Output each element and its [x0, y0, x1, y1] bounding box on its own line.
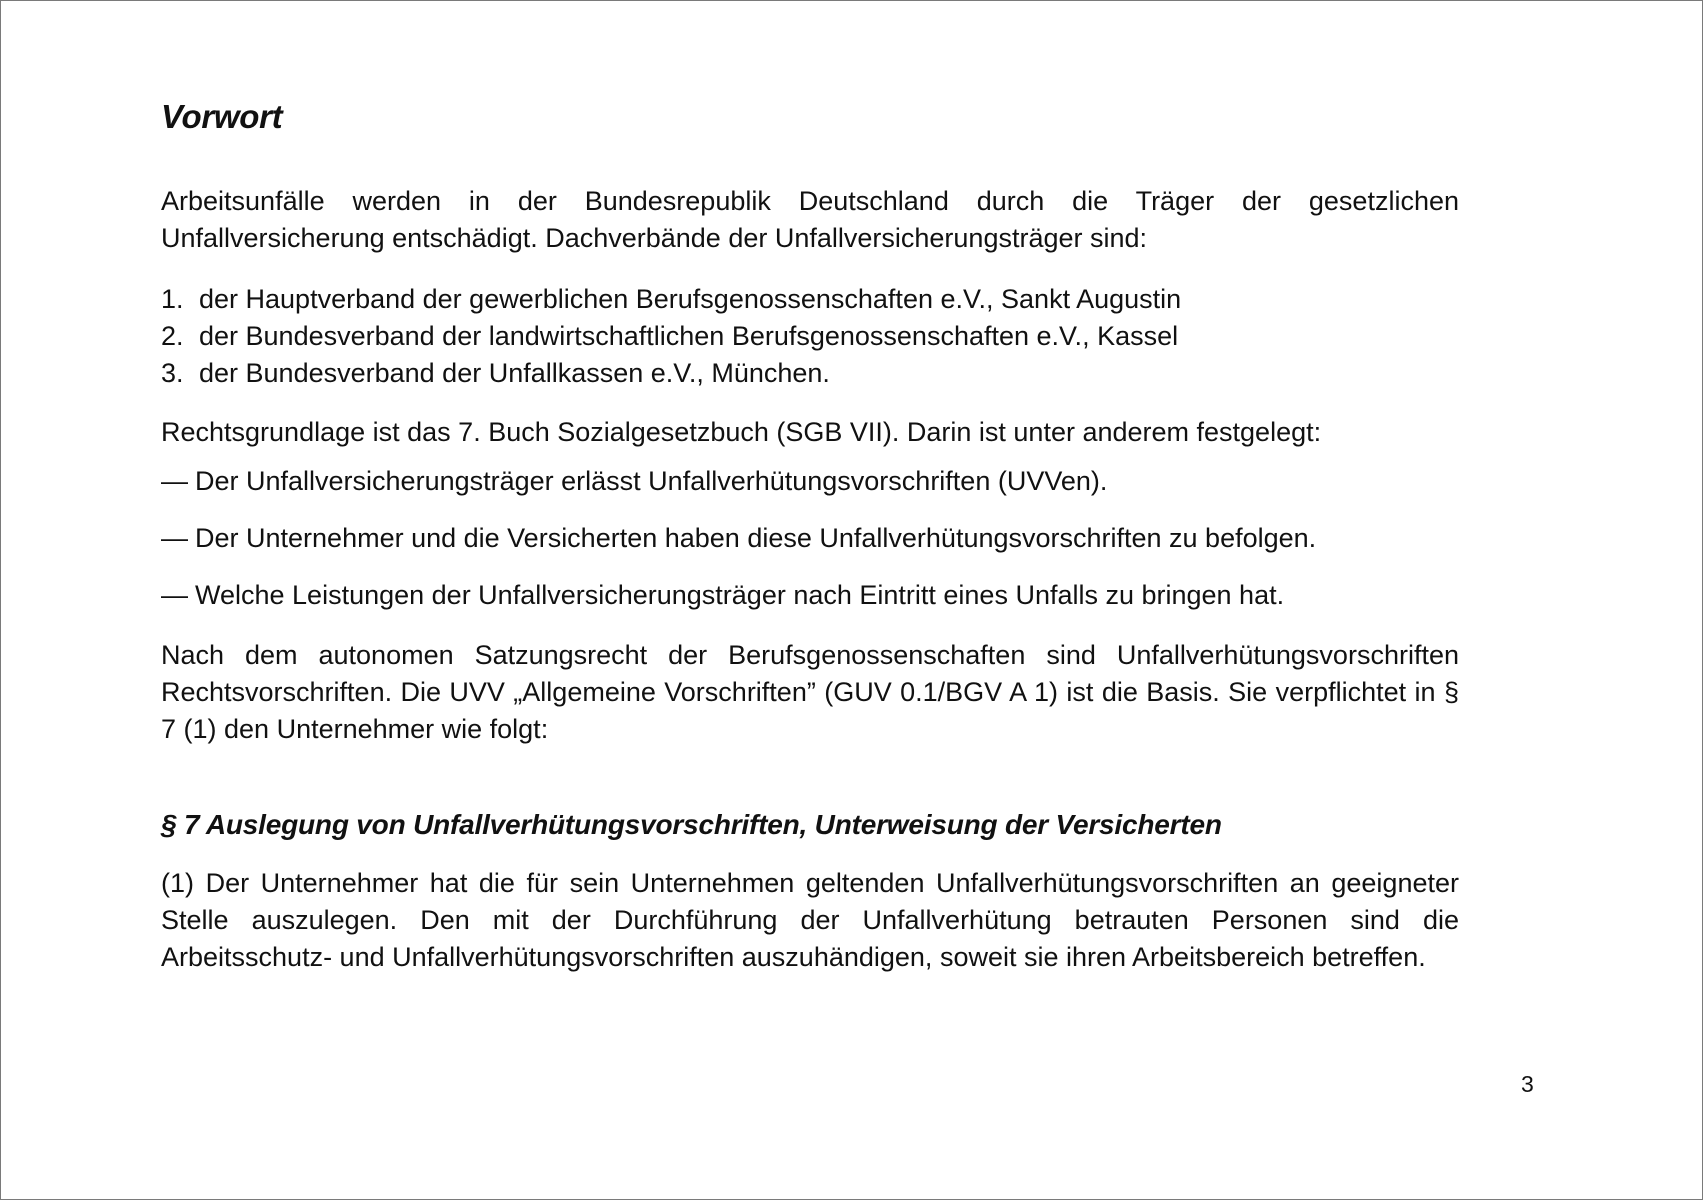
dash-bullet: — — [161, 523, 188, 554]
list-item — [161, 463, 1459, 500]
intro-paragraph: Arbeitsunfälle werden in der Bundesrepublik Deutschland durch die Träger der gesetzlichen Unfallversicherung entschädigt. Dachverbände der Unfallversicherungsträger sind: — [161, 186, 1459, 254]
list-item — [161, 355, 1459, 392]
dash-bullet: — — [161, 466, 188, 497]
legal-basis-paragraph: Rechtsgrundlage ist das 7. Buch Sozialgesetzbuch (SGB VII). Darin ist unter anderem festgelegt: — [161, 417, 1322, 448]
section-paragraph: (1) Der Unternehmer hat die für sein Unternehmen geltenden Unfallverhütungsvorschriften an geeigneter Stelle auszulegen. Den mit der Durchführung der Unfallverhütung betrauten Personen sind die Arbeitsschutz- und Unfallverhütungsvorschriften auszuhändigen, soweit sie ihren Arbeitsbereich betreffen. — [161, 868, 1459, 973]
page-number: 3 — [1521, 1071, 1534, 1097]
section-heading: § 7 Auslegung von Unfallverhütungsvorschriften, Unterweisung der Versicherten — [161, 809, 1222, 841]
list-item — [161, 281, 1459, 318]
list-item-text: der Bundesverband der Unfallkassen e.V., München. — [199, 358, 830, 389]
list-item — [161, 577, 1459, 614]
list-item-number: 2. — [161, 321, 184, 352]
list-item-text: der Bundesverband der landwirtschaftlichen Berufsgenossenschaften e.V., Kassel — [199, 321, 1179, 352]
list-item — [161, 318, 1459, 355]
list-item-text: Der Unternehmer und die Versicherten haben diese Unfallverhütungsvorschriften zu befolgen. — [195, 523, 1317, 554]
provisions-list — [161, 463, 1459, 614]
list-item-text: Der Unfallversicherungsträger erlässt Unfallverhütungsvorschriften (UVVen). — [195, 466, 1108, 497]
page-content — [161, 99, 1459, 976]
list-item — [161, 520, 1459, 557]
list-item-text: der Hauptverband der gewerblichen Berufsgenossenschaften e.V., Sankt Augustin — [199, 284, 1182, 315]
list-item-number: 1. — [161, 284, 184, 315]
associations-list — [161, 281, 1459, 392]
list-item-number: 3. — [161, 358, 184, 389]
statute-paragraph: Nach dem autonomen Satzungsrecht der Berufsgenossenschaften sind Unfallverhütungsvorschriften Rechtsvorschriften. Die UVV „Allgemeine Vorschriften” (GUV 0.1/BGV A 1) ist die Basis. Sie verpflichtet in § 7 (1) den Unternehmer wie folgt: — [161, 640, 1459, 745]
page-title: Vorwort — [161, 98, 283, 135]
dash-bullet: — — [161, 580, 188, 611]
list-item-text: Welche Leistungen der Unfallversicherungsträger nach Eintritt eines Unfalls zu bringen hat. — [195, 580, 1285, 611]
